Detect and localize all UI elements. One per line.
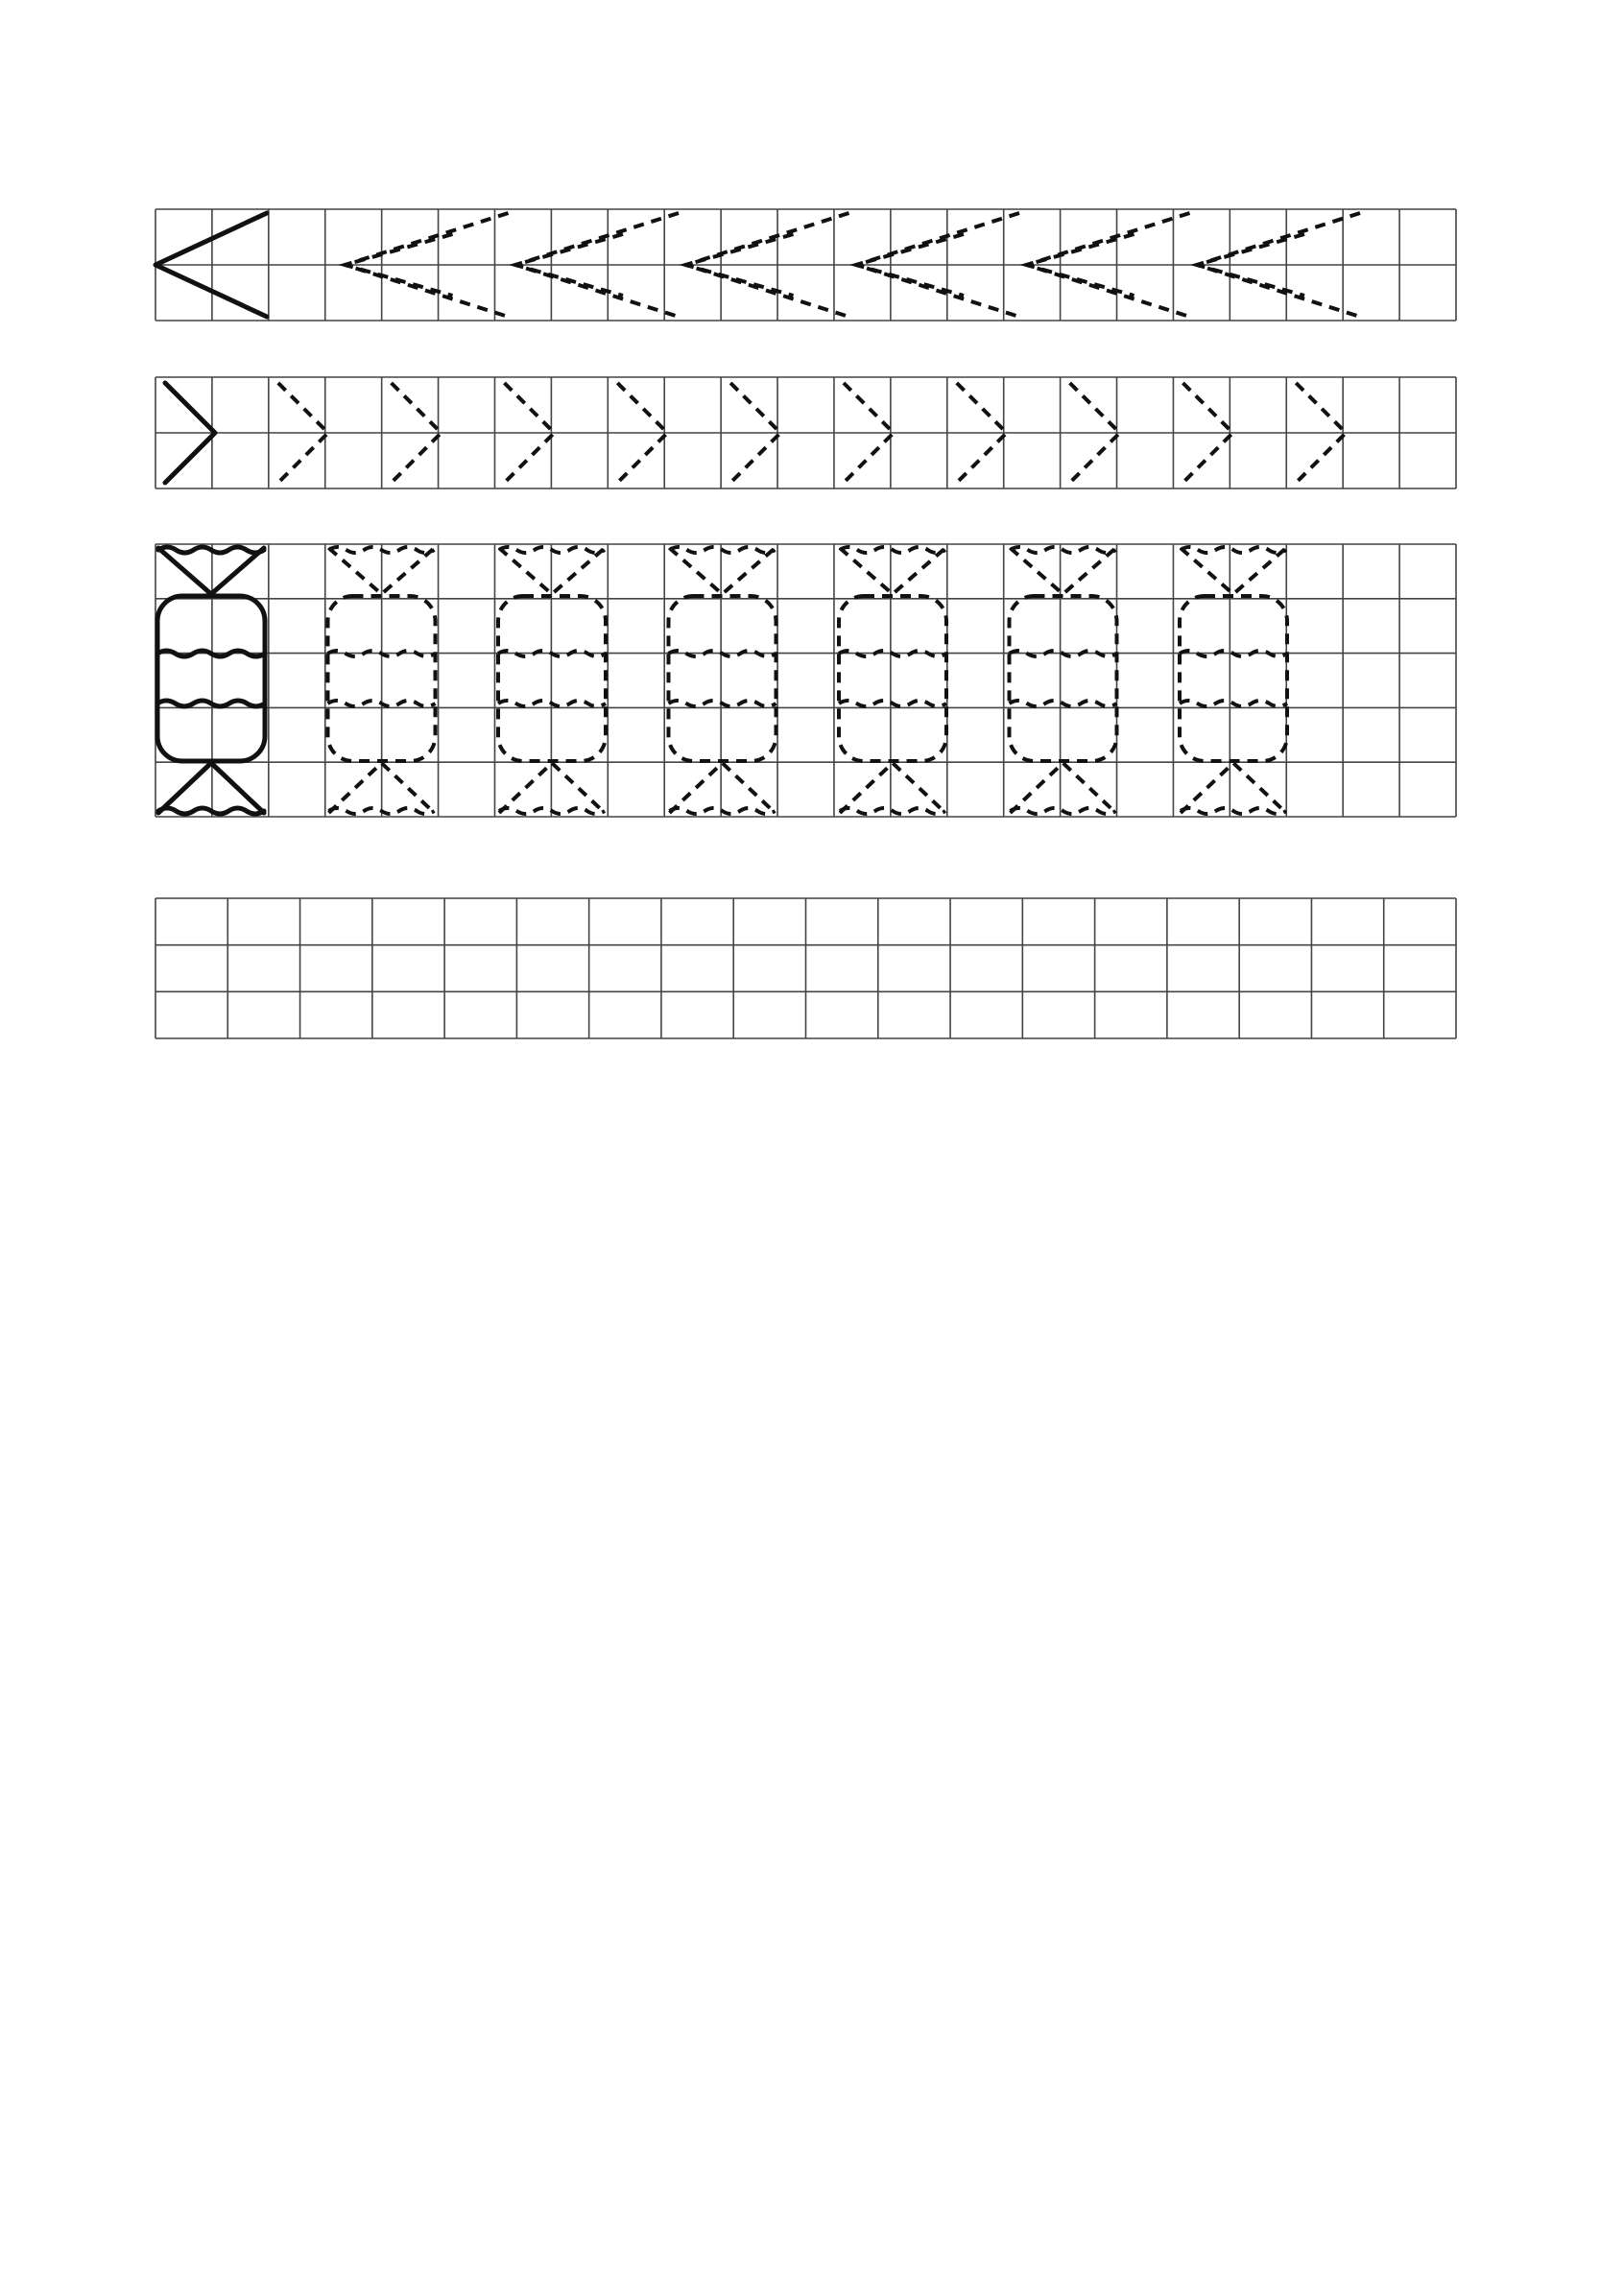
trace-candy-stripe xyxy=(328,701,436,706)
trace-candy-stripe xyxy=(669,701,776,706)
greater-than-tracing-grid xyxy=(155,377,1456,488)
trace-candy-top-wrapper xyxy=(1181,548,1286,594)
trace-candy-top-wrapper xyxy=(840,548,945,594)
trace-candy-top-fringe xyxy=(840,547,945,553)
trace-candy-bottom-wrapper xyxy=(1181,763,1286,813)
trace-candy-bottom-fringe xyxy=(329,808,435,814)
trace-candy-bottom-wrapper xyxy=(1011,763,1116,813)
model-candy-top-wrapper xyxy=(158,548,264,594)
trace-candy-bottom-fringe xyxy=(499,808,605,814)
model-candy-stripe xyxy=(157,651,265,656)
trace-candy-bottom-fringe xyxy=(840,808,945,814)
candy-grid-lines xyxy=(155,544,1456,817)
trace-candy-body xyxy=(1180,596,1287,761)
trace-candy-top-wrapper xyxy=(670,548,776,594)
trace-candy-stripe xyxy=(498,701,606,706)
trace-candy-top-fringe xyxy=(1181,547,1286,553)
trace-candy-body xyxy=(839,596,946,761)
model-candy-bottom-fringe xyxy=(158,808,264,814)
arch-loop-tracing-grid xyxy=(155,898,1456,1038)
trace-candy-bottom-wrapper xyxy=(670,763,776,813)
trace-candy-bottom-wrapper xyxy=(840,763,945,813)
greater-than-grid-lines xyxy=(155,377,1456,488)
trace-candy-top-fringe xyxy=(329,547,435,553)
model-candy-bottom-wrapper xyxy=(158,763,264,813)
trace-candy-bottom-fringe xyxy=(1181,808,1286,814)
model-candy-stripe xyxy=(157,701,265,706)
model-candy-top-fringe xyxy=(158,547,264,553)
trace-candy-stripe xyxy=(839,701,946,706)
model-candy-body xyxy=(157,596,265,761)
trace-candy-stripe xyxy=(1180,701,1287,706)
arch-loop-grid-lines xyxy=(155,898,1456,1038)
trace-candy-top-fringe xyxy=(670,547,776,553)
trace-candy-top-wrapper xyxy=(1011,548,1116,594)
less-than-tracing-grid xyxy=(155,209,1456,321)
trace-candy-body xyxy=(1010,596,1117,761)
trace-candy-bottom-fringe xyxy=(670,808,776,814)
trace-candy-top-fringe xyxy=(1011,547,1116,553)
trace-candy-bottom-fringe xyxy=(1011,808,1116,814)
trace-candy-top-fringe xyxy=(499,547,605,553)
candy-tracing-grid xyxy=(155,544,1456,817)
trace-candy-body xyxy=(669,596,776,761)
trace-candy-stripe xyxy=(1010,701,1117,706)
